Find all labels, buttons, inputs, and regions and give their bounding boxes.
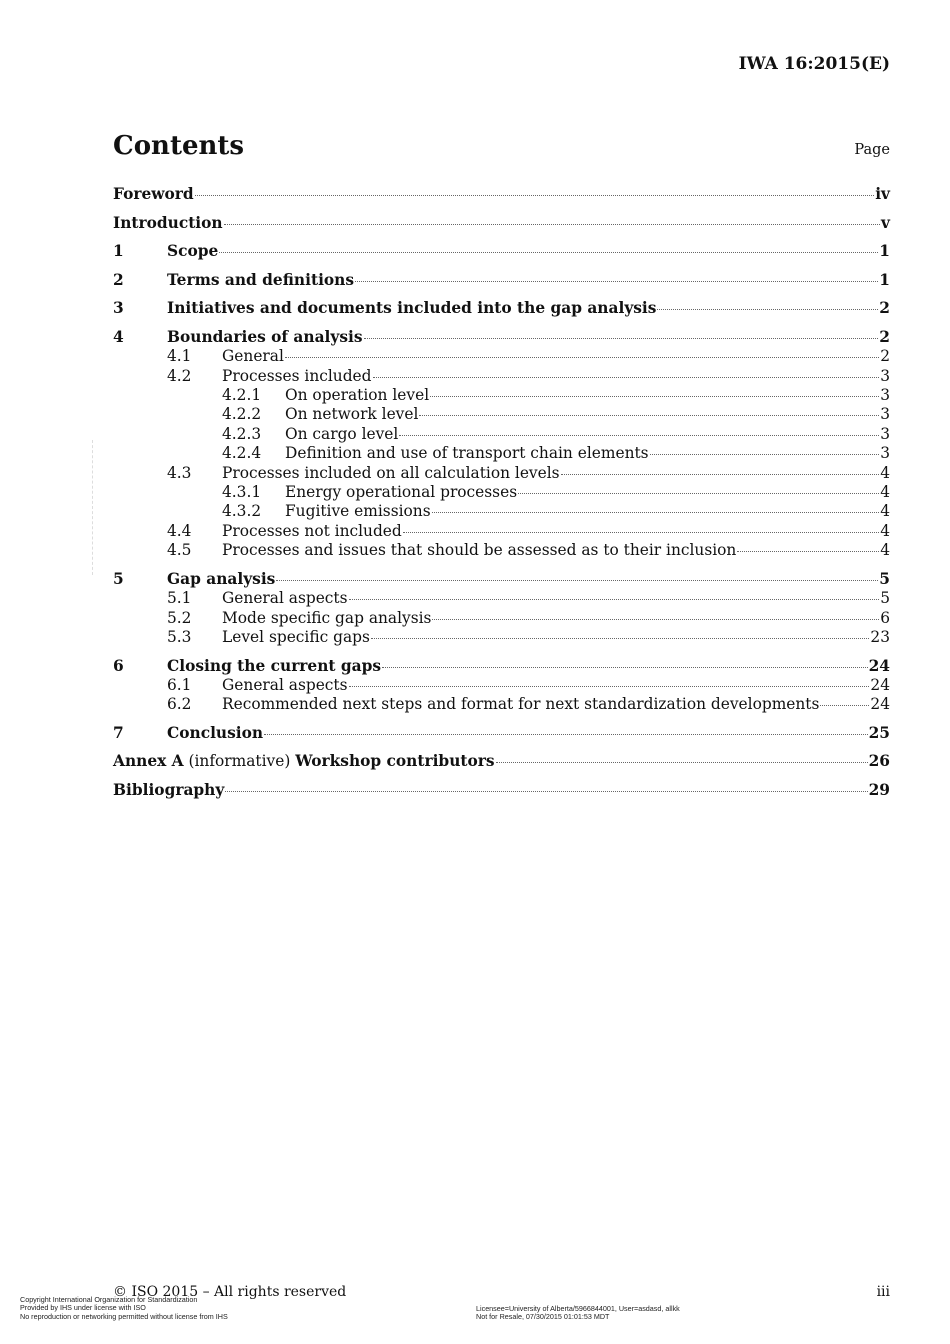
toc-entry-title: Introduction bbox=[113, 213, 223, 232]
toc-entry-title: On cargo level bbox=[285, 424, 399, 443]
toc-entry-number: 7 bbox=[113, 723, 124, 742]
dot-leader bbox=[364, 338, 879, 339]
toc-entry-number: 4.2.3 bbox=[222, 424, 262, 443]
toc-entry-title: Fugitive emissions bbox=[285, 502, 431, 521]
toc-entry-page: 1 bbox=[879, 270, 890, 289]
toc-entry[interactable] bbox=[113, 522, 890, 541]
toc-entry-page: 2 bbox=[879, 327, 890, 346]
toc-entry[interactable] bbox=[113, 405, 890, 424]
toc-entry-number: 5 bbox=[113, 569, 124, 588]
dot-leader bbox=[264, 734, 867, 735]
toc-entry-title: Scope bbox=[167, 242, 219, 261]
toc-entry[interactable] bbox=[113, 541, 890, 560]
toc-entry-number: 4.2 bbox=[167, 366, 192, 385]
toc-entry[interactable] bbox=[113, 676, 890, 695]
toc-entry-title: General bbox=[222, 347, 284, 366]
copyright-notice: © ISO 2015 – All rights reserved bbox=[113, 1284, 347, 1300]
toc-entry-page: 3 bbox=[880, 444, 890, 463]
page-column-label: Page bbox=[854, 142, 890, 158]
toc-entry[interactable] bbox=[113, 271, 890, 290]
toc-entry-title: Processes included on all calculation levels bbox=[222, 463, 560, 482]
dot-leader bbox=[430, 396, 879, 397]
license-line: Not for Resale, 07/30/2015 01:01:53 MDT bbox=[476, 1312, 610, 1322]
toc-entry-number: 4.2.4 bbox=[222, 444, 262, 463]
toc-entry[interactable] bbox=[113, 386, 890, 405]
dot-leader bbox=[276, 580, 878, 581]
license-line: Copyright International Organization for Standardization bbox=[20, 1295, 198, 1304]
toc-entry[interactable] bbox=[113, 752, 890, 771]
toc-entry-page: 3 bbox=[880, 386, 890, 405]
toc-entry-page: 4 bbox=[880, 502, 890, 521]
dot-leader bbox=[820, 705, 869, 706]
document-id: IWA 16:2015(E) bbox=[738, 54, 890, 74]
dot-leader bbox=[371, 638, 870, 639]
toc-entry-page: 24 bbox=[868, 656, 890, 675]
toc-entry-page: 5 bbox=[880, 589, 890, 608]
toc-entry-title: Initiatives and documents included into the gap analysis bbox=[167, 299, 657, 318]
toc-entry-title: Bibliography bbox=[113, 781, 225, 800]
toc-entry-title: Definition and use of transport chain elements bbox=[285, 444, 649, 463]
toc-entry[interactable] bbox=[113, 628, 890, 647]
toc-entry-title: Level specific gaps bbox=[222, 627, 370, 646]
toc-entry-number: 4.3.2 bbox=[222, 502, 262, 521]
dot-leader bbox=[219, 252, 878, 253]
dot-leader bbox=[382, 667, 868, 668]
toc-entry-title: Processes not included bbox=[222, 521, 402, 540]
toc-entry[interactable] bbox=[113, 502, 890, 521]
toc-entry-title bbox=[113, 752, 495, 771]
toc-entry-page: 4 bbox=[880, 463, 890, 482]
toc-entry-title: Conclusion bbox=[167, 723, 264, 742]
table-of-contents bbox=[113, 185, 890, 800]
toc-entry-title: Processes included bbox=[222, 366, 372, 385]
dot-leader bbox=[224, 224, 880, 225]
dot-leader bbox=[518, 493, 879, 494]
toc-entry-number: 5.3 bbox=[167, 627, 192, 646]
toc-entry-number: 4.2.1 bbox=[222, 386, 262, 405]
toc-entry-title: Foreword bbox=[113, 185, 194, 203]
toc-entry-page: 4 bbox=[880, 521, 890, 540]
license-notice-left bbox=[20, 1296, 228, 1321]
toc-entry[interactable] bbox=[113, 214, 890, 233]
toc-entry-page: 2 bbox=[879, 299, 890, 318]
toc-entry[interactable] bbox=[113, 483, 890, 502]
toc-entry-title: On operation level bbox=[285, 386, 430, 405]
license-line: No reproduction or networking permitted without license from IHS bbox=[20, 1311, 228, 1321]
toc-entry-title: Gap analysis bbox=[167, 569, 276, 588]
license-line: Licensee=University of Alberta/5966844001, User=asdasd, allkk bbox=[476, 1304, 680, 1313]
toc-entry-number: 1 bbox=[113, 242, 124, 261]
toc-entry-number: 5.2 bbox=[167, 608, 192, 627]
dot-leader bbox=[432, 512, 880, 513]
toc-entry-page: 25 bbox=[868, 723, 890, 742]
toc-entry-page: 3 bbox=[880, 424, 890, 443]
toc-entry-title: General aspects bbox=[222, 675, 348, 694]
dot-leader bbox=[419, 415, 879, 416]
toc-entry-title: Mode specific gap analysis bbox=[222, 608, 432, 627]
toc-entry-title: Closing the current gaps bbox=[167, 656, 382, 675]
toc-entry[interactable] bbox=[113, 185, 890, 204]
toc-entry[interactable] bbox=[113, 367, 890, 386]
dot-leader bbox=[225, 791, 867, 792]
toc-entry-title-lead: Annex A bbox=[113, 752, 184, 771]
toc-entry-number: 6.2 bbox=[167, 695, 192, 714]
margin-mark bbox=[92, 440, 93, 575]
dot-leader bbox=[403, 532, 879, 533]
toc-entry-title-qualifier: (informative) bbox=[183, 752, 296, 771]
toc-entry-page: 4 bbox=[880, 483, 890, 502]
toc-entry-page: 1 bbox=[879, 242, 890, 261]
dot-leader bbox=[373, 377, 880, 378]
toc-entry-page: 29 bbox=[868, 781, 890, 800]
dot-leader bbox=[432, 619, 879, 620]
toc-entry-page: 2 bbox=[880, 347, 890, 366]
dot-leader bbox=[355, 281, 878, 282]
dot-leader bbox=[657, 309, 878, 310]
toc-entry[interactable] bbox=[113, 724, 890, 743]
toc-entry-page: 26 bbox=[868, 752, 890, 771]
toc-entry-page: 24 bbox=[870, 695, 890, 714]
toc-entry-number: 4.2.2 bbox=[222, 405, 262, 424]
toc-entry-page: v bbox=[881, 213, 890, 232]
toc-entry-title: Processes and issues that should be assessed as to their inclusion bbox=[222, 541, 737, 560]
dot-leader bbox=[496, 762, 868, 763]
dot-leader bbox=[399, 435, 879, 436]
toc-entry-number: 4.1 bbox=[167, 347, 192, 366]
toc-entry[interactable] bbox=[113, 444, 890, 463]
toc-entry-number: 4.5 bbox=[167, 541, 192, 560]
toc-entry[interactable] bbox=[113, 464, 890, 483]
dot-leader bbox=[285, 357, 879, 358]
dot-leader bbox=[561, 474, 880, 475]
toc-entry[interactable] bbox=[113, 570, 890, 589]
toc-entry-page: 3 bbox=[880, 366, 890, 385]
toc-entry-title: General aspects bbox=[222, 589, 348, 608]
toc-entry-number: 6 bbox=[113, 656, 124, 675]
toc-entry[interactable] bbox=[113, 242, 890, 261]
toc-entry-page: iv bbox=[875, 185, 890, 203]
toc-entry-title: Recommended next steps and format for next standardization developments bbox=[222, 695, 820, 714]
page-number: iii bbox=[876, 1284, 890, 1300]
toc-entry[interactable] bbox=[113, 695, 890, 714]
toc-entry-page: 4 bbox=[880, 541, 890, 560]
toc-entry-number: 4 bbox=[113, 327, 124, 346]
dot-leader bbox=[349, 686, 870, 687]
toc-entry[interactable] bbox=[113, 781, 890, 800]
toc-entry-title: Terms and definitions bbox=[167, 270, 355, 289]
toc-entry-title-tail: Workshop contributors bbox=[295, 752, 495, 771]
toc-entry-number: 5.1 bbox=[167, 589, 192, 608]
toc-entry[interactable] bbox=[113, 657, 890, 676]
toc-entry-number: 4.3 bbox=[167, 463, 192, 482]
toc-entry-page: 3 bbox=[880, 405, 890, 424]
toc-entry-page: 5 bbox=[879, 569, 890, 588]
dot-leader bbox=[349, 599, 880, 600]
toc-entry[interactable] bbox=[113, 609, 890, 628]
toc-entry-number: 4.3.1 bbox=[222, 483, 262, 502]
toc-entry[interactable] bbox=[113, 347, 890, 366]
toc-entry-title: On network level bbox=[285, 405, 419, 424]
dot-leader bbox=[650, 454, 880, 455]
toc-entry[interactable] bbox=[113, 589, 890, 608]
toc-entry-number: 4.4 bbox=[167, 521, 192, 540]
toc-entry[interactable] bbox=[113, 425, 890, 444]
dot-leader bbox=[737, 551, 879, 552]
license-line: Provided by IHS under license with ISO bbox=[20, 1303, 146, 1313]
toc-entry-title: Boundaries of analysis bbox=[167, 327, 363, 346]
toc-entry-number: 6.1 bbox=[167, 675, 192, 694]
license-notice-right bbox=[476, 1305, 680, 1322]
contents-title: Contents bbox=[113, 131, 245, 161]
toc-entry[interactable] bbox=[113, 328, 890, 347]
dot-leader bbox=[195, 195, 875, 196]
toc-entry-title: Energy operational processes bbox=[285, 483, 518, 502]
toc-entry-number: 2 bbox=[113, 270, 124, 289]
toc-entry[interactable] bbox=[113, 299, 890, 318]
toc-entry-page: 6 bbox=[880, 608, 890, 627]
toc-entry-page: 24 bbox=[870, 675, 890, 694]
toc-entry-page: 23 bbox=[870, 627, 890, 646]
toc-entry-number: 3 bbox=[113, 299, 124, 318]
